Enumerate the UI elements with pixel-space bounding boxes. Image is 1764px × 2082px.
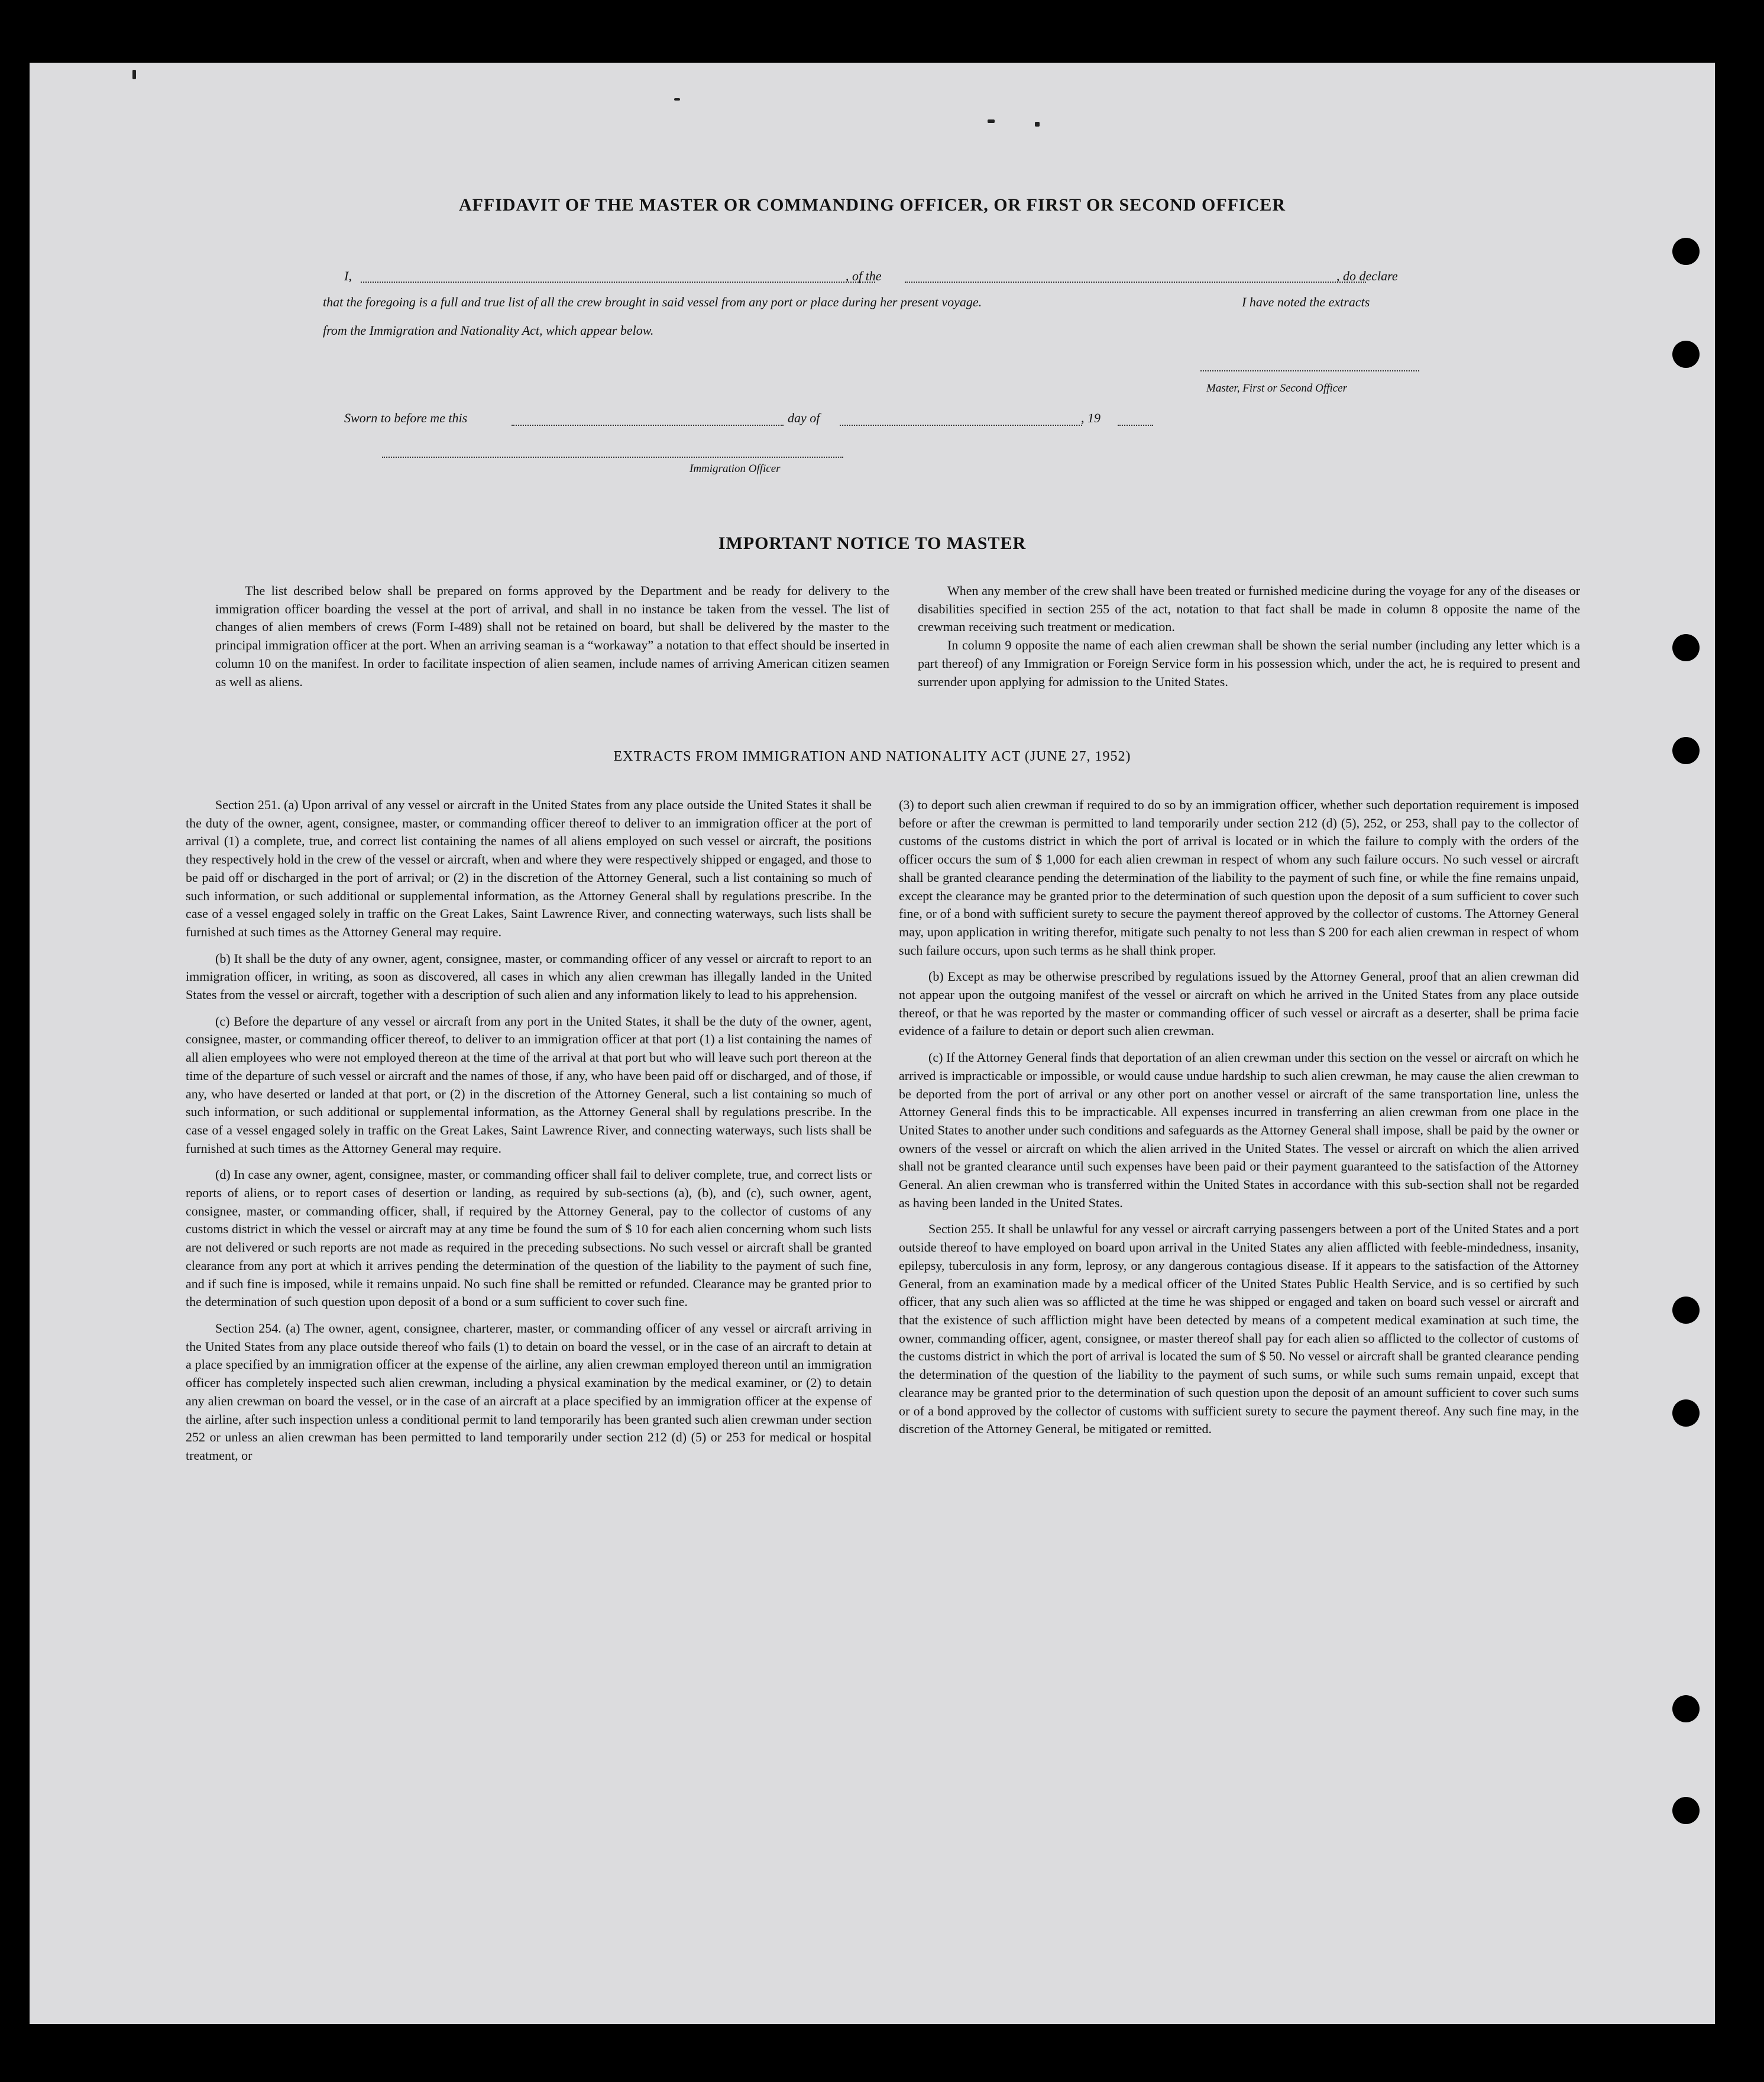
master-signature-field[interactable]: [1200, 370, 1419, 371]
extracts-left-column: [186, 796, 872, 1473]
extracts-title: EXTRACTS FROM IMMIGRATION AND NATIONALITY ACT (JUNE 27, 1952): [613, 749, 1131, 764]
master-name-field[interactable]: [361, 282, 875, 283]
punch-hole: [1672, 1399, 1700, 1427]
affidavit-of-the-label: , of the: [846, 269, 882, 283]
affidavit-declare-label: , do declare: [1336, 269, 1398, 283]
affidavit-line3: from the Immigration and Nationality Act, which appear below.: [323, 323, 654, 338]
year-label: , 19: [1081, 410, 1101, 425]
extract-paragraph: (c) Before the departure of any vessel or aircraft from any port in the United States, it shall be the duty of the owner, agent, consignee, master, or commanding officer thereof, to deliver to an immigration officer at that port (1) a list containing the names of all alien employees who were not employed thereon at the time of the arrival at that port but who will leave such port thereon at the time of the departure of such vessel or aircraft and the names of those, if any, who have been paid off or discharged, and of those, if any, who have deserted or landed at that port, or (2) in the discretion of the Attorney General, such a list containing so much of such information, or such additional or supplemental information, as the Attorney General shall by regulations prescribe. In the case of a vessel engaged solely in traffic on the Great Lakes, Saint Lawrence River, and connecting waterways, such lists shall be furnished at such times as the Attorney General may require.: [186, 1013, 872, 1156]
extract-paragraph: (d) In case any owner, agent, consignee, master, or commanding officer shall fail to deliver complete, true, and correct lists or reports of aliens, or to report cases of desertion or landing, as required by sub-sections (a), (b), and (c), such owner, agent, consignee, master, or commanding officer, shall, if required by the Attorney General, pay to the collector of customs of any customs district in which the vessel or aircraft may at any time be found the sum of $ 10 for each alien concerning whom such lists are not delivered or such reports are not made as required in the preceding subsections. No such vessel or aircraft shall be granted clearance from any port at which it arrives pending the determination of the question of the liability to the payment of such fine, and if such fine is imposed, while it remains unpaid. No such fine shall be remitted or refunded. Clearance may be granted prior to the determination of such question upon deposit of a bond or a sum sufficient to cover such fine.: [186, 1167, 872, 1310]
notice-right-paragraph-2: In column 9 opposite the name of each alien crewman shall be shown the serial number (including any letter which is a part thereof) of any Immigration or Foreign Service form in his possession which, under the act, he is required to present and surrender upon applying for admission to the United States.: [918, 638, 1580, 689]
punch-hole: [1672, 1297, 1700, 1324]
vessel-name-field[interactable]: [905, 282, 1366, 283]
speck: [674, 98, 680, 101]
affidavit-line2b: I have noted the extracts: [1242, 295, 1370, 309]
punch-hole: [1672, 238, 1700, 265]
document-page: [30, 63, 1715, 2024]
speck: [132, 70, 136, 79]
sworn-day-field[interactable]: [512, 425, 784, 426]
extract-paragraph: Section 251. (a) Upon arrival of any vessel or aircraft in the United States from any place outside the United States it shall be the duty of the owner, agent, consignee, master, or commanding officer thereof to deliver to an immigration officer at the port of arrival (1) a complete, true, and correct list containing the names of all aliens employed on such vessel or aircraft, the positions they respectively hold in the crew of the vessel or aircraft, when and where they were respectively shipped or engaged, and those to be paid off or discharged in the port of arrival; or (2) in the discretion of the Attorney General, such a list containing so much of such information, or such additional or supplemental information, as the Attorney General shall by regulations prescribe. In the case of a vessel engaged solely in traffic on the Great Lakes, Saint Lawrence River, and connecting waterways, such lists shall be furnished at such times as the Attorney General may require.: [186, 797, 872, 939]
extracts-right-column: [899, 796, 1579, 1447]
extract-paragraph: Section 254. (a) The owner, agent, consignee, charterer, master, or commanding officer of any vessel or aircraft arriving in the United States from any place outside thereof who fails (1) to detain on board the vessel, or in the case of an aircraft to detain at a place specified by an immigration officer at the expense of the airline, any alien crewman employed thereon until an immigration officer has completely inspected such alien crewman, including a physical examination by the medical examiner, or (2) to detain any alien crewman on board the vessel, or in the case of an aircraft at a place specified by an immigration officer at the expense of the airline, after such inspection unless a conditional permit to land temporarily has been granted such alien crewman under section 252 or unless an alien crewman has been permitted to land temporarily under section 212 (d) (5) or 253 for medical or hospital treatment, or: [186, 1320, 872, 1463]
notice-left-paragraph: The list described below shall be prepared on forms approved by the Department and be ready for delivery to the immigration officer boarding the vessel at the port of arrival, and shall in no instance be taken from the vessel. The list of changes of alien members of crews (Form I-489) shall not be retained on board, but shall be delivered by the master to the principal immigration officer at the port. When an arriving seaman is a “workaway” a notation to that effect should be inserted in column 10 on the manifest. In order to facilitate inspection of alien seamen, include names of arriving American citizen seamen as well as aliens.: [215, 583, 889, 689]
bleed-mark: [31, 439, 57, 445]
extract-paragraph: (c) If the Attorney General finds that deportation of an alien crewman under this section on the vessel or aircraft on which he arrived is impracticable or impossible, or would cause undue hardship to such alien crewman, he may cause the alien crewman to be deported from the port of arrival or any other port on another vessel or aircraft of the same transportation line, unless the Attorney General finds this to be impracticable. All expenses incurred in transferring an alien crewman from one place in the United States to another under such conditions and safeguards as the Attorney General shall impose, shall be paid by the owner or owners of the vessel or aircraft on which the alien arrived in the United States. The vessel or aircraft on which the alien arrived shall not be granted clearance until such expenses have been paid or their payment guaranteed to the satisfaction of the Attorney General. An alien crewman who is transferred within the United States in accordance with this sub-section shall not be regarded as having been landed in the United States.: [899, 1050, 1579, 1210]
notice-title: IMPORTANT NOTICE TO MASTER: [718, 534, 1027, 553]
speck: [988, 119, 995, 123]
officer-signature-field[interactable]: [382, 457, 843, 458]
extract-paragraph: (b) It shall be the duty of any owner, agent, consignee, master, or commanding officer of any vessel or aircraft to report to an immigration officer, in writing, as soon as discovered, all cases in which any alien crewman has illegally landed in the United States from the vessel or aircraft, together with a description of such alien and any information likely to lead to his apprehension.: [186, 951, 872, 1003]
punch-hole: [1672, 1695, 1700, 1722]
affidavit-i-label: I,: [344, 269, 352, 283]
extract-paragraph: (b) Except as may be otherwise prescribed by regulations issued by the Attorney General, proof that an alien crewman did not appear upon the outgoing manifest of the vessel or aircraft on which he arrived in the United States from any place outside thereof, or that he was reported by the master or commanding officer of such vessel or aircraft as a deserter, shall be prima facie evidence of a failure to detain or deport such alien crewman.: [899, 969, 1579, 1039]
notice-right-column: [918, 582, 1580, 699]
notice-left-column: [215, 582, 889, 699]
officer-caption: Immigration Officer: [690, 463, 781, 475]
extract-paragraph: Section 255. It shall be unlawful for any vessel or aircraft carrying passengers between a port of the United States and a port outside thereof to have employed on board upon arrival in the United States any alien afflicted with feeble-mindedness, insanity, epilepsy, tuberculosis in any form, leprosy, or any dangerous contagious disease. If it appears to the satisfaction of the Attorney General, from an examination made by a medical officer of the United States Public Health Service, and is so certified by such officer, that any such alien was so afflicted at the time he was shipped or engaged and taken on board such vessel or aircraft and that the existence of such affliction might have been detected by means of a competent medical examination at such time, the owner, commanding officer, agent, consignee, or master thereof shall pay for each alien so afflicted to the collector of customs of the customs district in which the port of arrival is located the sum of $ 50. No vessel or aircraft shall be granted clearance pending the determination of the question of the liability to the payment of such sums, or while such sums remain unpaid, except that clearance may be granted prior to the determination of such question upon the deposit of an amount sufficient to cover such sums or of a bond approved by the collector of customs with sufficient surety to secure the payment thereof. Any such fine may, in the discretion of the Attorney General, be mitigated or remitted.: [899, 1221, 1579, 1437]
bleed-through: [225, 151, 235, 186]
sworn-month-field[interactable]: [840, 425, 1082, 426]
extract-paragraph: (3) to deport such alien crewman if required to do so by an immigration officer, whether such deportation requirement is imposed before or after the crewman is permitted to land temporarily under section 212 (d) (5), 252, or 253, shall pay to the collector of customs of the customs district in which the port of arrival is located or in which the failure to comply with the orders of the officer occurs the sum of $ 1,000 for each alien crewman in respect of whom any such failure occurs. No such vessel or aircraft shall be granted clearance pending the determination of the liability to the payment of such fine, or while the fine remains unpaid, except the clearance may be granted prior to the determination of such question upon the deposit of a sum sufficient to cover such fine, or of a bond with sufficient surety to secure the payment thereof approved by the collector of customs. The Attorney General may, upon application in writing therefor, mitigate such penalty to not less than $ 200 for each alien crewman in respect of whom such failure occurs, upon such terms as he shall think proper.: [899, 797, 1579, 958]
signature-caption: Master, First or Second Officer: [1206, 382, 1348, 395]
notice-right-paragraph-1: When any member of the crew shall have been treated or furnished medicine during the voyage for any of the diseases or disabilities specified in section 255 of the act, notation to that fact shall be made in column 8 opposite the name of the crewman receiving such treatment or medication.: [918, 583, 1580, 635]
punch-hole: [1672, 1797, 1700, 1824]
day-of-label: day of: [788, 410, 820, 425]
punch-hole: [1672, 634, 1700, 661]
affidavit-line2: that the foregoing is a full and true list of all the crew brought in said vessel from any port or place during her present voyage.: [323, 295, 982, 309]
sworn-label: Sworn to before me this: [344, 410, 468, 425]
sworn-year-field[interactable]: [1118, 425, 1153, 426]
speck: [1035, 122, 1040, 127]
punch-hole: [1672, 341, 1700, 368]
affidavit-title: AFFIDAVIT OF THE MASTER OR COMMANDING OFFICER, OR FIRST OR SECOND OFFICER: [458, 195, 1286, 215]
